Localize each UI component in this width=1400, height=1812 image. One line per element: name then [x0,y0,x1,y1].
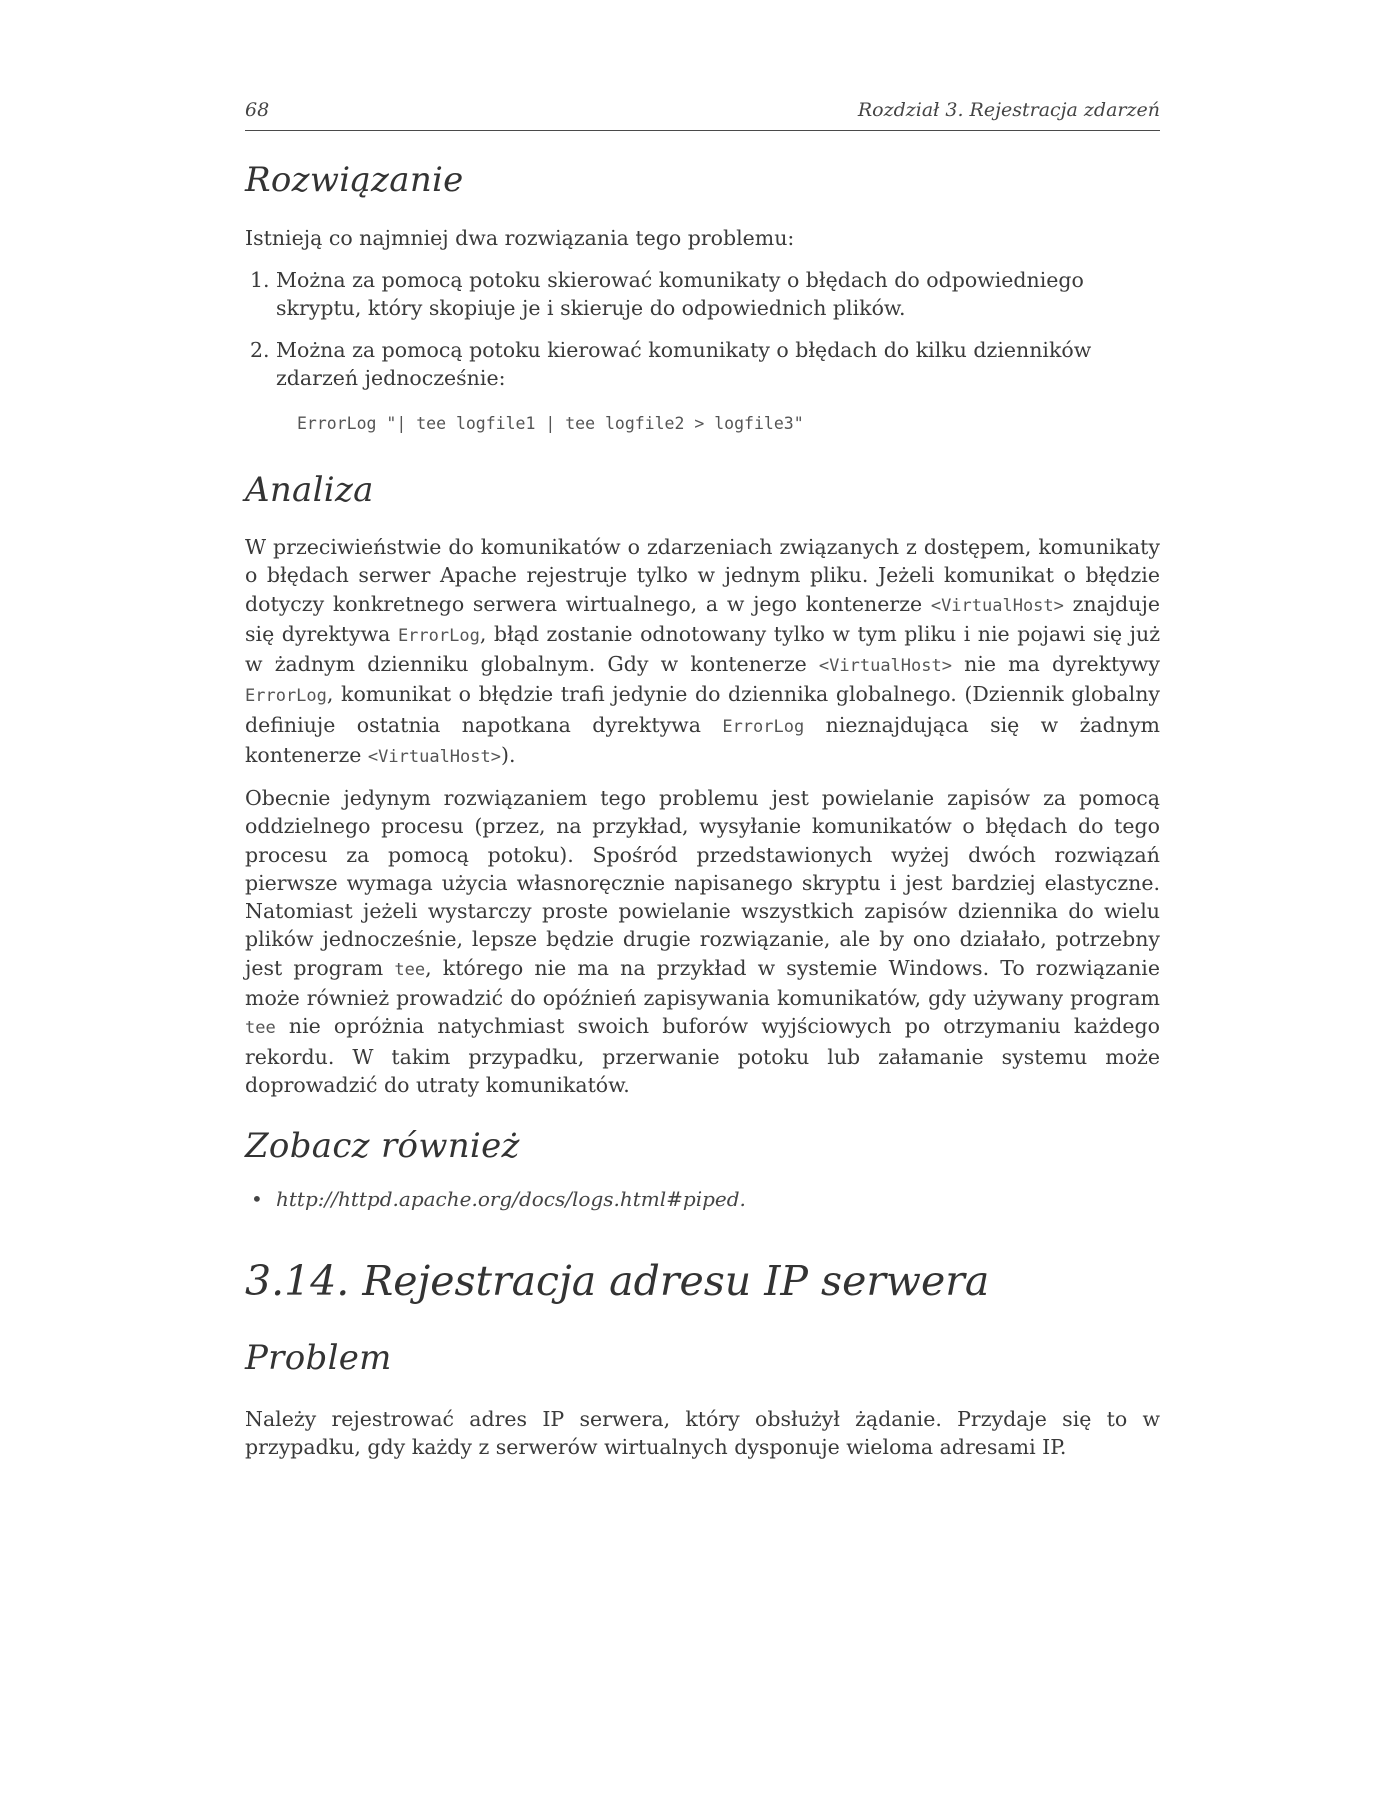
heading-rozwiazanie: Rozwiązanie [245,160,464,200]
see-also-list [245,1187,746,1211]
code-block: ErrorLog "| tee logfile1 | tee logfile2 > logfile3" [297,414,804,433]
analiza-paragraph-2: Obecnie jedynym rozwiązaniem tego problemu jest powielanie zapisów za pomocą oddzielnego procesu (przez, na przykład, wysyłanie komunikatów o błędach do tego procesu za pomocą potoku). Spośród przedstawionych wyżej dwóch rozwiązań pierwsze wymaga użycia własnoręcznie napisanego skryptu i jest bardziej elastyczne. Natomiast jeżeli wystarczy proste powielanie wszystkich zapisów dziennika do wielu plików jednocześnie, lepsze będzie drugie rozwiązanie, ale by ono działało, potrzebny jest program tee, którego nie ma na przykład w systemie Windows. To rozwiązanie może również prowadzić do opóźnień zapisywania komunikatów, gdy używany program tee nie opróżnia natychmiast swoich buforów wyjściowych po otrzymaniu każdego rekordu. W takim przypadku, przerwanie potoku lub załamanie systemu może doprowadzić do utraty komunikatów. [245,786,1160,1097]
list-number: 1. [250,268,270,292]
list-item-text: Można za pomocą potoku skierować komunikaty o błędach do odpowiedniego skryptu, który skopiuje je i skieruje do odpowiednich plików. [276,268,1084,321]
reference-link[interactable]: http://httpd.apache.org/docs/logs.html#piped [276,1187,740,1211]
list-item [245,336,1160,393]
heading-problem: Problem [245,1338,392,1378]
list-number: 2. [250,337,270,362]
inline-code: <VirtualHost> [818,656,952,677]
inline-code: tee [245,1018,276,1039]
solutions-list [245,266,1160,405]
analiza-paragraph-1: W przeciwieństwie do komunikatów o zdarzeniach związanych z dostępem, komunikaty o błędach serwer Apache rejestruje tylko w jednym pliku. Jeżeli komunikat o błędzie dotyczy konkretnego serwera wirtualnego, a w jego kontenerze <VirtualHost> znajduje się dyrektywa ErrorLog, błąd zostanie odnotowany tylko w tym pliku i nie pojawi się już w żadnym dzienniku globalnym. Gdy w kontenerze <VirtualHost> nie ma dyrektywy ErrorLog, komunikat o błędzie trafi jedynie do dziennika globalnego. (Dziennik globalny definiuje ostatnia napotkana dyrektywa ErrorLog nieznajdująca się w żadnym kontenerze <VirtualHost>). [245,535,1161,768]
inline-code: tee [394,959,426,980]
inline-code: ErrorLog [245,686,327,707]
bullet-icon: • [251,1187,263,1211]
intro-paragraph: Istnieją co najmniej dwa rozwiązania tego problemu: [245,226,795,250]
heading-analiza: Analiza [245,470,374,510]
problem-paragraph: Należy rejestrować adres IP serwera, który obsłużył żądanie. Przydaje się to w przypadku, gdy każdy z serwerów wirtualnych dysponuje wieloma adresami IP. [245,1407,1160,1460]
list-item: • http://httpd.apache.org/docs/logs.html#piped. [251,1187,746,1211]
page-number: 68 [245,99,270,121]
list-item [245,266,1160,323]
inline-code: ErrorLog [397,625,480,646]
inline-code: <VirtualHost> [367,747,501,768]
list-item-text: Można za pomocą potoku kierować komunikaty o błędach do kilku dzienników zdarzeń jednocześnie: [276,337,1092,390]
inline-code: ErrorLog [722,716,805,737]
section-title: 3.14. Rejestracja adresu IP serwera [245,1257,990,1305]
running-header [245,96,1160,131]
heading-zobacz-rowniez: Zobacz również [245,1126,520,1166]
chapter-title: Rozdział 3. Rejestracja zdarzeń [857,99,1160,121]
inline-code: <VirtualHost> [930,595,1064,616]
